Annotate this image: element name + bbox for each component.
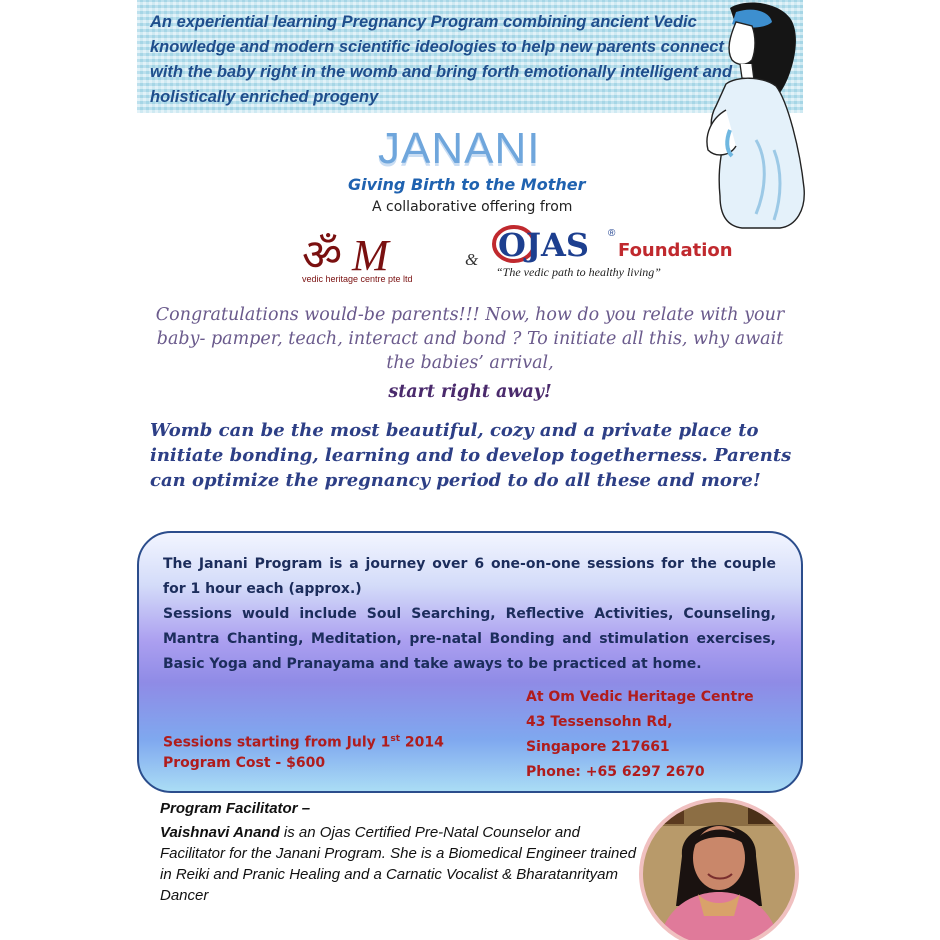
address-line: Singapore 217661 (526, 739, 670, 755)
collaborative-offering-text: A collaborative offering from (372, 199, 573, 215)
registered-mark: ® (608, 228, 616, 239)
facilitator-heading: Program Facilitator – (160, 800, 311, 817)
program-sessions-text: Sessions would include Soul Searching, Reflective Activities, Counseling, Mantra Chanting, Meditation, pre-natal Bonding and stimulation exercises, Basic Yoga and Pranayama and take aways to be practiced at home. (163, 606, 776, 672)
start-date-year: 2014 (400, 734, 444, 751)
banner-text: An experiential learning Pregnancy Program combining ancient Vedic knowledge and modern scientific ideologies to help new parents connect with the baby right in the womb and bring forth emotionally intelligent and holistically enriched progeny (150, 13, 733, 106)
ojas-logo-name: OJAS (498, 226, 589, 264)
pregnant-mother-illustration (696, 0, 808, 230)
om-logo-subtext: vedic heritage centre pte ltd (302, 274, 413, 284)
ojas-foundation-logo (490, 222, 733, 264)
start-right-away-text: start right away! (388, 382, 552, 402)
program-title: JANANI (378, 124, 541, 173)
program-journey-text: The Janani Program is a journey over 6 one-on-one sessions for the couple for 1 hour each (approx.) (163, 556, 776, 597)
congratulations-text: Congratulations would-be parents!!! Now, how do you relate with your baby- pamper, teach, interact and bond ? To initiate all this, why await the babies’ arrival, (155, 305, 785, 373)
om-symbol-icon: ॐ (302, 230, 343, 281)
start-date-prefix: Sessions starting from July 1 (163, 734, 391, 751)
ojas-logo-foundation: Foundation (618, 240, 733, 261)
ampersand: & (465, 250, 479, 269)
program-tagline: Giving Birth to the Mother (348, 175, 586, 194)
facilitator-bio-text: is an Ojas Certified Pre-Natal Counselor and Facilitator for the Janani Program. She is a Biomedical Engineer trained in Reiki and Pranic Healing and a Carnatic Vocalist & Bharatanrityam Dancer (160, 824, 637, 904)
address-line: 43 Tessensohn Rd, (526, 714, 673, 730)
facilitator-bio (160, 822, 640, 906)
womb-statement: Womb can be the most beautiful, cozy and a private place to initiate bonding, learning and to develop togetherness. Parents can optimize the pregnancy period to do all these and more! (150, 420, 792, 491)
facilitator-name: Vaishnavi Anand (160, 824, 280, 841)
facilitator-photo (638, 796, 800, 940)
phone-line: Phone: +65 6297 2670 (526, 764, 705, 780)
address-line: At Om Vedic Heritage Centre (526, 689, 754, 705)
om-logo-letter: M (352, 231, 389, 280)
venue-address (526, 685, 754, 785)
program-cost: Program Cost - $600 (163, 755, 326, 771)
ojas-tagline: “The vedic path to healthy living” (496, 265, 661, 279)
start-date-suffix: st (390, 734, 401, 744)
